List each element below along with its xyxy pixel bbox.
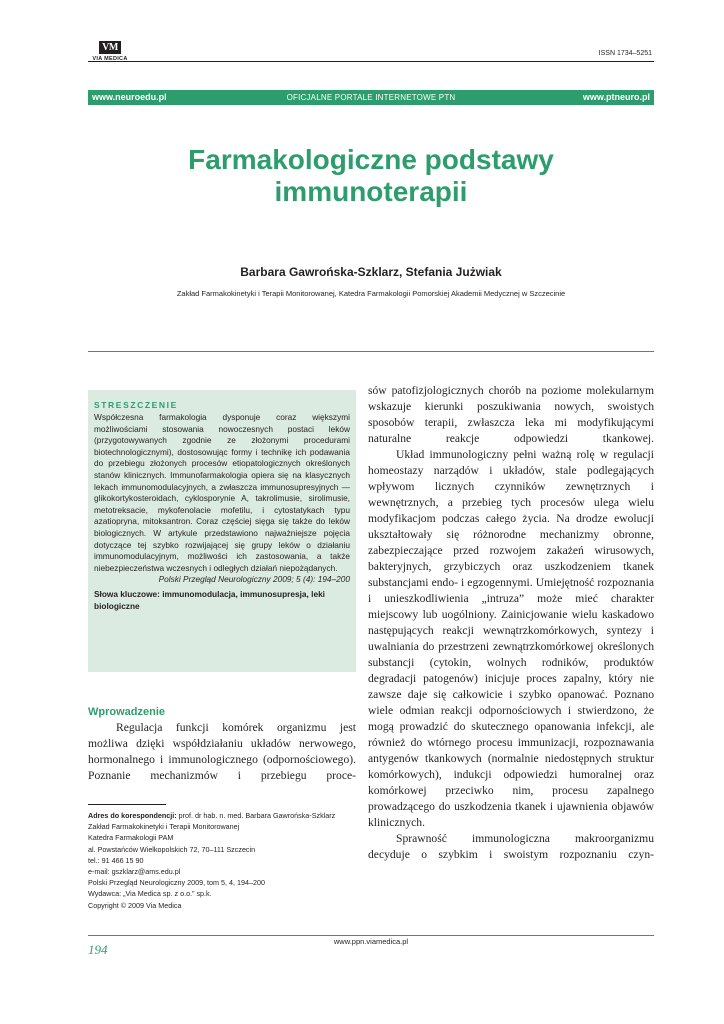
link-ptneuro[interactable]: www.ptneuro.pl [582, 92, 650, 102]
via-medica-logo [88, 37, 132, 62]
right-column [368, 383, 654, 863]
correspondence-line: Zakład Farmakokinetyki i Terapii Monitorowanej [88, 822, 240, 832]
logo-mark: VM [99, 41, 121, 54]
correspondence-line: Copyright © 2009 Via Medica [88, 900, 182, 910]
correspondence-block [88, 810, 356, 911]
correspondence-line: Katedra Farmakologii PAM [88, 833, 174, 843]
top-divider [88, 61, 654, 62]
correspondence-line: Wydawca: „Via Medica sp. z o.o.” sp.k. [88, 889, 212, 899]
correspondence-line: tel.: 91 466 15 90 [88, 855, 144, 865]
banner-caption: OFICJALNE PORTALE INTERNETOWE PTN [286, 93, 456, 102]
introduction-paragraph: Regulacja funkcji komórek organizmu jest możliwa dzięki współdziałaniu układów nerwowego, hormonalnego i immunologicznego (odpornościowego). Poznanie mechanizmów i przebiegu proce- [88, 721, 356, 782]
correspondence-label: Adres do korespondencji: [88, 811, 177, 820]
footer-divider [88, 935, 654, 936]
correspondence-line: Polski Przegląd Neurologiczny 2009, tom 5, 4, 194–200 [88, 878, 265, 888]
correspondence-line: al. Powstańców Wielkopolskich 72, 70–111 Szczecin [88, 844, 256, 854]
footer-url[interactable]: www.ppn.viamedica.pl [333, 937, 409, 946]
article-title [88, 144, 654, 208]
abstract-box [88, 390, 356, 672]
title-line-1: Farmakologiczne podstawy [188, 144, 554, 175]
correspondence-divider [88, 804, 166, 805]
section-heading-introduction: Wprowadzenie [88, 706, 166, 718]
title-line-2: immunoterapii [274, 176, 468, 207]
article-authors: Barbara Gawrońska-Szklarz, Stefania Jużwiak [240, 265, 502, 279]
body-paragraph: sów patofizjologicznych chorób na poziome molekularnym wskazuje kierunki poszukiwania nowych, swoistych sposobów terapii, zwłaszcza leka mi modyfikującymi naturalne reakcje odpowiedzi tkankowej. [368, 384, 654, 445]
correspondence-name: prof. dr hab. n. med. Barbara Gawrońska-Szklarz [176, 811, 336, 820]
header-divider [88, 351, 654, 352]
logo-text: VIA MEDICA [92, 56, 128, 62]
body-paragraph: Sprawność immunologiczna makroorganizmu decyduje o szybkim i swoistym rozpoznaniu czyn- [368, 832, 654, 861]
abstract-citation: Polski Przegląd Neurologiczny 2009; 5 (4): 194–200 [158, 574, 350, 585]
correspondence-email[interactable]: e-mail: gszklarz@ams.edu.pl [88, 867, 181, 877]
abstract-heading: STRESZCZENIE [94, 400, 178, 410]
article-affiliation: Zakład Farmakokinetyki i Terapii Monitorowanej, Katedra Farmakologii Pomorskiej Akademii Medycznej w Szczecinie [176, 289, 566, 298]
issn-number: ISSN 1734–5251 [598, 50, 652, 57]
portal-banner [88, 90, 654, 105]
abstract-keywords: Słowa kluczowe: immunomodulacja, immunosupresja, leki biologiczne [94, 588, 325, 611]
link-neuroedu[interactable]: www.neuroedu.pl [92, 92, 167, 102]
abstract-text: Współczesna farmakologia dysponuje coraz większymi możliwościami stosowania nowoczesnych postaci leków (przygotowywanych zgodnie ze złożonymi procedurami biotechnologicznymi), dostosowując formy i technikę ich podawania do przebiegu złożonych procesów etiopatologicznych określonych stanów klinicznych. Immunofarmakologia opiera się na klasycznych lekach immunomodulacyjnych, a zwłaszcza immunosupresyjnych — glikokortykosteroidach, cyklosporynie A, takrolimusie, sirolimusie, metotreksacie, mykofenolacie mofetilu, i cytostatykach typu azatiopryna, mitoksantron. Coraz częściej sięga się także do leków biologicznych. W artykule przedstawiono najważniejsze pojęcia dotyczące tej szybko rozwijającej się grupy leków o działaniu immunomodulacyjnym, możliwości ich zastosowania, a także niebezpieczeństwa wczesnych i odległych działań niepożądanych. [94, 412, 350, 573]
body-paragraph: Układ immunologiczny pełni ważną rolę w regulacji homeostazy narządów i układów, stale podlegających wpływom licznych czynników zewnętrznych i wewnętrznych, a przebieg tych procesów ulega wielu modyfikacjom podczas całego życia. Na drodze ewolucji ukształtowały się różnorodne mechanizmy obronne, zabezpieczające przed rozwojem zakażeń wirusowych, bakteryjnych, grzybiczych oraz uszkodzeniem tkanek substancjami endo- i egzogennymi. Umiejętność rozpoznania i unieszkodliwienia „intruza” może mieć charakter miejscowy lub uogólniony. Zainicjowanie wielu kaskadowo następujących reakcji wewnątrzkomórkowych, syntezy i uwalniania do przestrzeni zewnątrzkomórkowej określonych substancji (cytokin, wolnych rodników, produktów degradacji patogenów) inicjuje proces zapalny, który nie zawsze daje się całkowicie i szybko opanować. Poznano wiele odmian reakcji odpornościowych i stwierdzono, że mogą prowadzić do skutecznego opanowania infekcji, ale również do wtórnego procesu immunizacji, rozpoznawania antygenów tkankowych (normalnie niedostępnych struktur komórkowych), indukcji odpowiedzi humoralnej oraz komórkowej przeciwko nim, procesu zapalnego prowadzącego do uszkodzenia tkanek i ujawnienia objawów klinicznych. [368, 448, 654, 829]
page-number: 194 [88, 942, 108, 957]
